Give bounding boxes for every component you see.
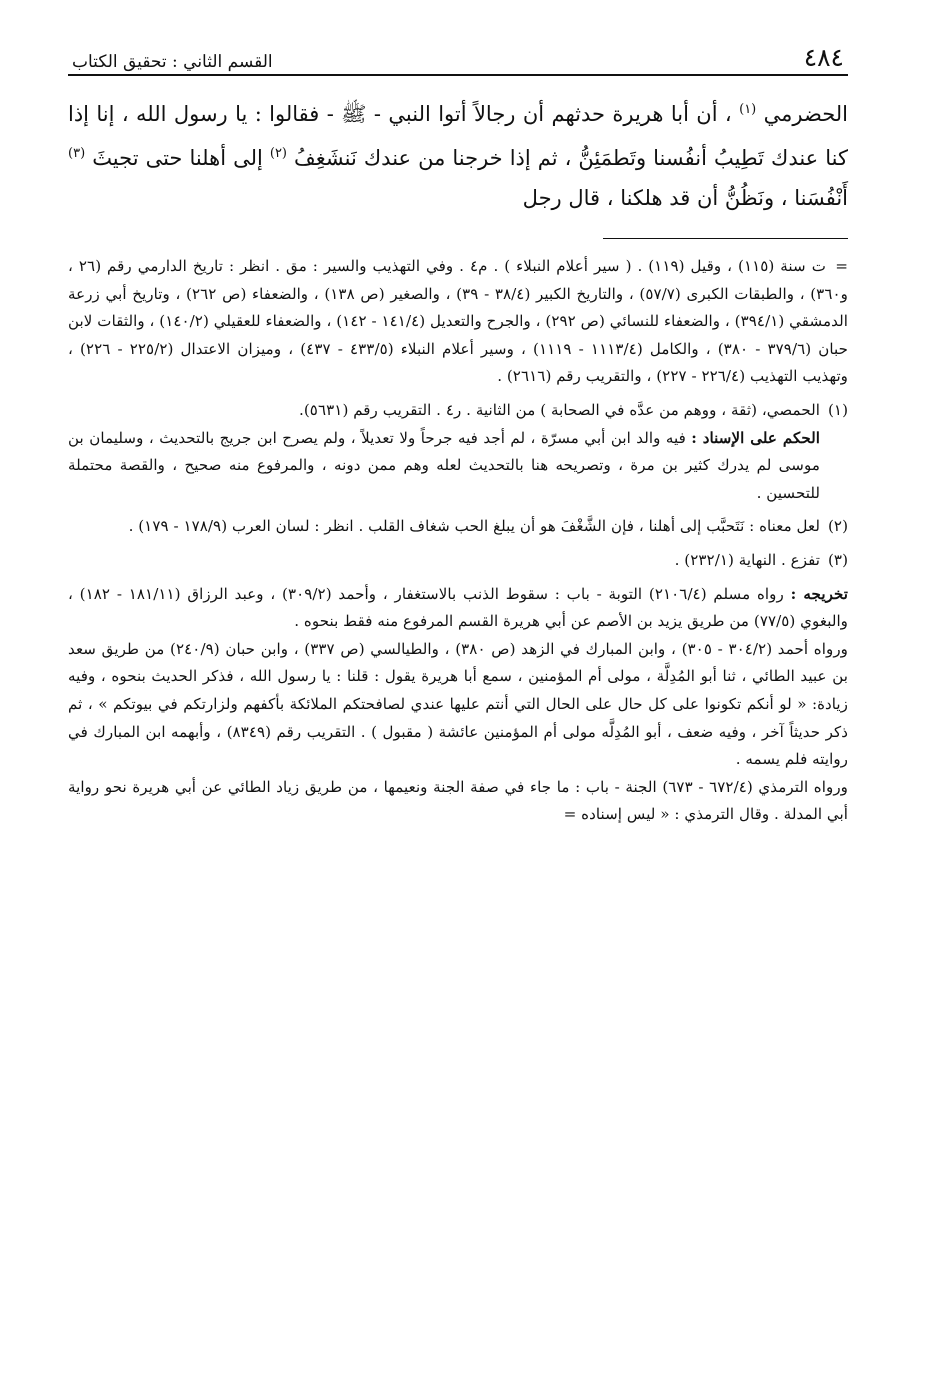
footnote-ref-3[interactable]: (٣) [68,146,86,161]
page-number: ٤٨٤ [803,43,844,72]
book-page [68,38,848,1358]
footnote-text: الحمصي، (ثقة ، ووهم من عدَّه في الصحابة ) من الثانية . ر٤ . التقريب رقم (٥٦٣١). [299,400,820,419]
continuation-mark: = [835,257,848,275]
ruling-text: فيه والد ابن أبي مسرّة ، لم أجد فيه جرحاً ولا تعديلاً ، ولم يصرح ابن جريج بالتحديث ، وسليمان بن موسى لم يدرك كثير بن مرة ، وتصريحه هنا بالتحديث لعله وهم ممن دونه ، والمرفوع منه صحيح ، والقصة محتملة للتحسين . [68,428,820,502]
main-text [68,90,848,218]
continued-footnote-text: ت سنة (١١٥) ، وقيل (١١٩) . ( سير أعلام النبلاء ) . م٤ . وفي التهذيب والسير : مق . انظر : تاريخ الدارمي رقم (٢٦ ، و٣٦٠) ، والطبقات الكبرى (٥٧/٧) ، والتاريخ الكبير (٣٨/٤ - ٣٩) ، والصغير (ص ١٣٨) ، والضعفاء (ص ٢٦٢) ، وتاريخ أبي زرعة الدمشقي (٣٩٤/١) ، والضعفاء للنسائي (ص ٢٩٢) ، والجرح والتعديل (١٤١/٤ - ١٤٢) ، والضعفاء للعقيلي (١٤٠/٢) ، والثقات لابن حبان (٣٧٩/٦ - ٣٨٠) ، والكامل (١١١٣/٤ - ١١١٩) ، وسير أعلام النبلاء (٤٣٣/٥ - ٤٣٧) ، وميزان الاعتدال (٢٢٥/٢ - ٢٢٦) ، وتهذيب التهذيب (٢٢٦/٤ - ٢٢٧) ، والتقريب رقم (٢٦١٦) . [68,257,849,386]
footnote-ref-1[interactable]: (١) [739,102,757,117]
isnad-ruling [68,425,820,508]
main-text-segment: إلى أهلنا حتى تجيثَ [92,146,263,170]
footnote-3 [68,547,848,575]
footnote-text: تفزع . النهاية (٢٣٢/١) . [674,550,820,569]
takhrij-paragraph: ورواه أحمد (٣٠٤/٢ - ٣٠٥) ، وابن المبارك في الزهد (ص ٣٨٠) ، والطيالسي (ص ٣٣٧) ، وابن حبان (٢٤٠/٩) من طريق سعد بن عبيد الطائي ، ثنا أبو المُدِلَّة ، مولى أم المؤمنين ، سمع أبا هريرة يقول : قلنا : يا رسول الله ، فذكر الحديث بنحوه ، وفيه زيادة: « لو أنكم تكونوا على كل حال على الحال التي أنتم عليها عندي لصافحتكم الملائكة بأكفهم ولزارتكم في بيوتكم » ، ثم ذكر حديثاً آخر ، وفيه ضعف ، أبو المُدِلَّه مولى أم المؤمنين عائشة ( مقبول ) . التقريب رقم (٨٣٤٩) ، وأبهمه ابن المبارك في روايته فلم يسمه . [68,639,848,769]
ruling-label: الحكم على الإسناد : [691,428,820,447]
takhrij-paragraph [68,581,848,636]
takhrij-paragraph: ورواه الترمذي (٦٧٢/٤ - ٦٧٣) الجنة - باب : ما جاء في صفة الجنة ونعيمها ، من طريق زياد الطائي عن أبي هريرة نحو رواية أبي المدلة . وقال الترمذي : « ليس إسناده = [68,777,848,824]
section-title: القسم الثاني : تحقيق الكتاب [72,52,273,72]
takhrij-section [68,581,848,829]
footnote-1 [68,397,848,507]
main-text-segment: الحضرمي [763,102,848,126]
main-paragraph [68,90,848,218]
continued-footnote [68,253,848,391]
main-text-segment: ، أن أبا هريرة حدثهم أن رجالاً أتوا النبي - ﷺ - فقالوا : يا رسول الله ، إنا إذا كنا عندك تَطِيبُ أنفُسنا وتَطمَئِنُّ ، ثم إذا خرجنا من عندك نَنشَغِفُ [68,102,848,170]
footnotes [68,253,848,829]
footnote-number: (١) [827,400,848,419]
footnote-number: (٣) [827,550,848,569]
footnote-number: (٢) [827,517,848,536]
takhrij-text: رواه مسلم (٢١٠٦/٤) التوبة - باب : سقوط الذنب بالاستغفار ، وأحمد (٣٠٩/٢) ، وعبد الرزاق (١٨١/١١ - ١٨٢) ، والبغوي (٧٧/٥) من طريق يزيد بن الأصم عن أبي هريرة القسم المرفوع منه فقط بنحوه . [68,584,848,631]
footnote-2 [68,513,848,541]
takhrij-label: تخريجه : [790,584,849,603]
main-text-segment: أَنْفُسَنا ، ونَظُنُّ أن قد هلكنا ، قال رجل [522,186,848,210]
footnote-ref-2[interactable]: (٢) [269,146,287,161]
footnote-separator [603,238,848,239]
footnote-text: لعل معناه : نَتَحبَّب إلى أهلنا ، فإن الشَّغْفَ هو أن يبلغ الحب شغاف القلب . انظر : لسان العرب (١٧٨/٩ - ١٧٩) . [128,517,820,536]
running-header [68,38,848,76]
